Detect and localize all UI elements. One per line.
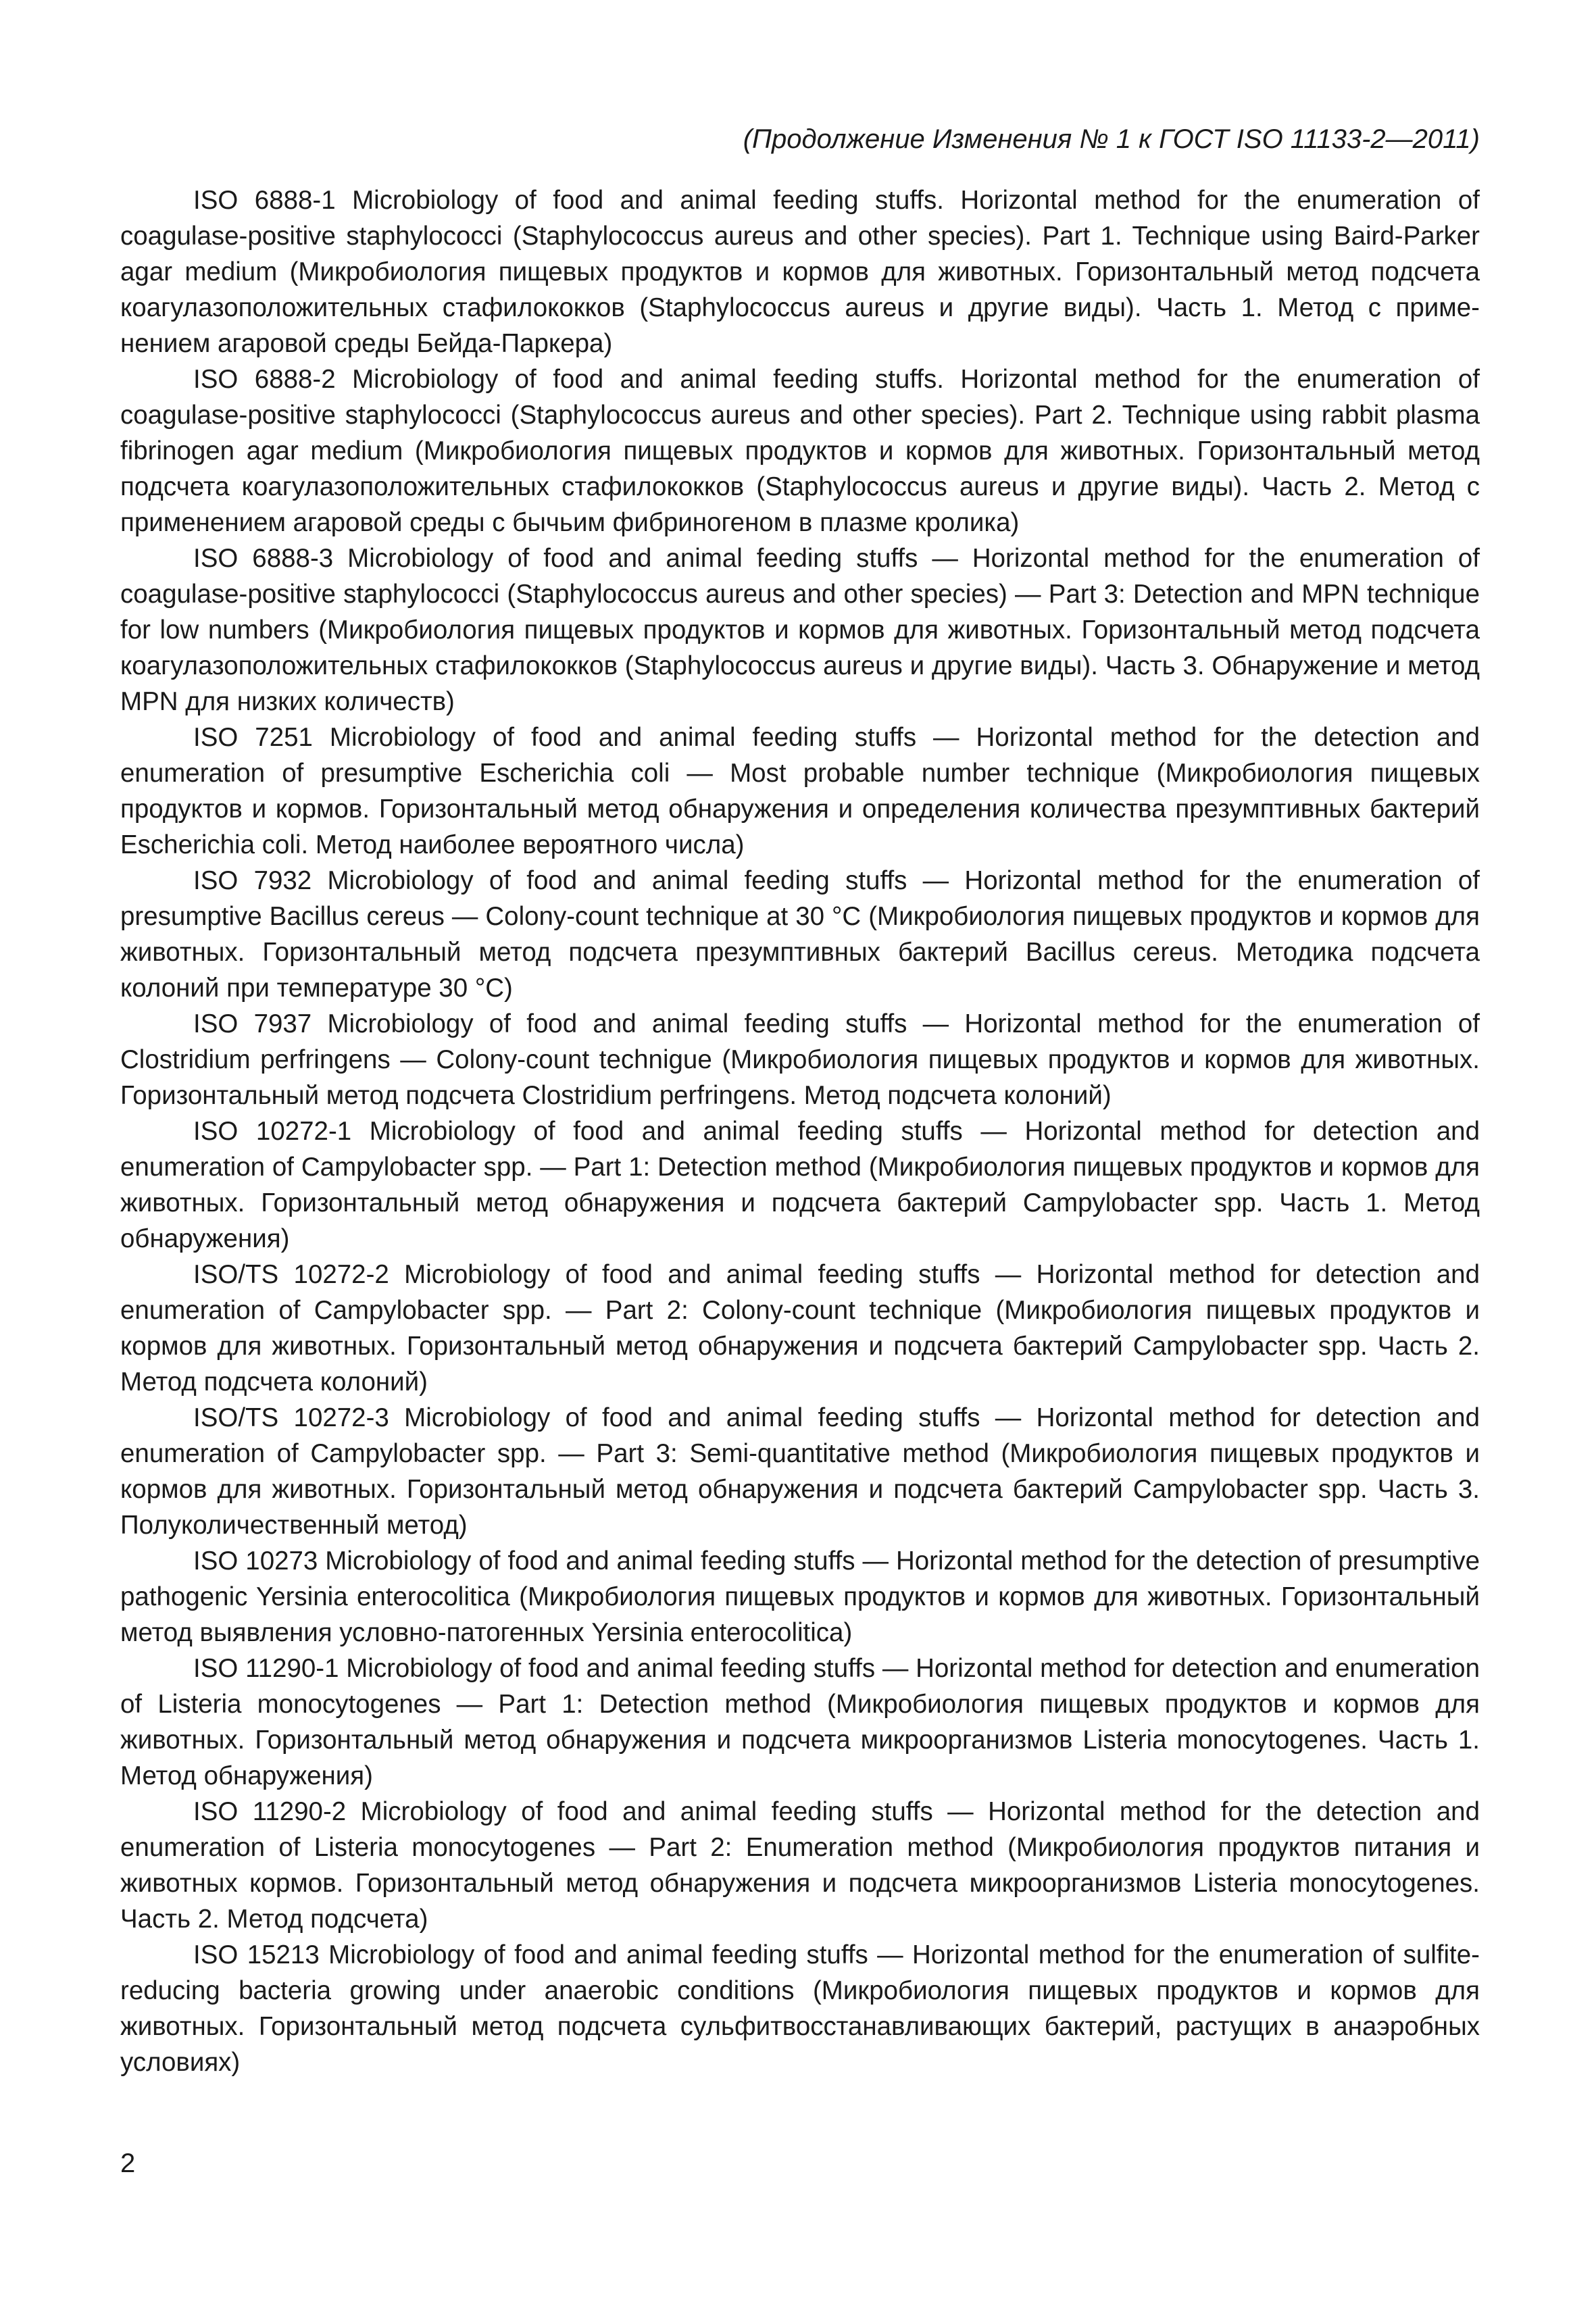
reference-entry-iso-7251: ISO 7251 Microbiology of food and animal feeding stuffs — Horizontal method for the detection and enumeration of presumptive Escherichia coli — Most probable number technique (Микробиология пищевых продуктов и кормов. Горизонтальный метод обнаружения и определения количества презумптивных бактерий Escherichia coli. Метод наиболее вероятного числа) xyxy=(120,723,1480,859)
reference-list xyxy=(120,182,1480,2080)
page-number: 2 xyxy=(120,2148,136,2178)
reference-entry-iso-10272-1: ISO 10272-1 Microbiology of food and animal feeding stuffs — Horizontal method for detection and enumeration of Campylobacter spp. — Part 1: Detection method (Микробиология пищевых продуктов и кормов для животных. Горизонтальный метод обнаружения и подсчета бактерий Campylobacter spp. Часть 1. Метод обнаружения) xyxy=(120,1117,1480,1253)
reference-entry-iso-6888-2: ISO 6888-2 Microbiology of food and animal feeding stuffs. Horizontal method for the enumeration of coagulase-positive staphylococci (Staphylococcus aureus and other species). Part 2. Technique using rabbit plasma fibrinogen agar medium (Микробиология пищевых продуктов и кормов для животных. Горизонтальный метод подсчета коагулазоположительных стафилококков (Staphylococcus aureus и другие виды). Часть 2. Метод с применением агаровой среды с бычьим фибриногеном в плазме кролика) xyxy=(120,365,1480,537)
reference-entry-iso-ts-10272-2: ISO/TS 10272-2 Microbiology of food and animal feeding stuffs — Horizontal method for detection and enumeration of Campylobacter spp. — Part 2: Colony-count technique (Микробиология пищевых продуктов и кормов для животных. Горизонтальный метод обнаружения и подсчета бактерий Campylobacter spp. Часть 2. Метод подсчета колоний) xyxy=(120,1260,1480,1397)
reference-entry-iso-15213: ISO 15213 Microbiology of food and animal feeding stuffs — Horizontal method for the enumeration of sulfite-reducing bacteria growing under anaerobic conditions (Микробиология пищевых продуктов и кормов для животных. Горизонтальный метод подсчета сульфитвосстанавливающих бактерий, растущих в анаэробных условиях) xyxy=(120,1940,1480,2077)
reference-entry-iso-6888-1: ISO 6888-1 Microbiology of food and animal feeding stuffs. Horizontal method for the enumeration of coagulase-positive staphylococci (Staphylococcus aureus and other species). Part 1. Technique using Baird-Parker agar medium (Микробиология пищевых продуктов и кормов для животных. Горизонтальный метод подсчета коагулазоположительных стафилококков (Staphylococcus aureus и другие виды). Часть 1. Метод с применением агаровой среды Бейда-Паркера) xyxy=(120,186,1480,358)
reference-entry-iso-11290-2: ISO 11290-2 Microbiology of food and animal feeding stuffs — Horizontal method for the detection and enumeration of Listeria monocytogenes — Part 2: Enumeration method (Микробиология продуктов питания и животных кормов. Горизонтальный метод обнаружения и подсчета микроорганизмов Listeria monocytogenes. Часть 2. Метод подсчета) xyxy=(120,1797,1480,1934)
reference-entry-iso-7932: ISO 7932 Microbiology of food and animal feeding stuffs — Horizontal method for the enumeration of presumptive Bacillus cereus — Colony-count technique at 30 °C (Микробиология пищевых продуктов и кормов для животных. Горизонтальный метод подсчета презумптивных бактерий Bacillus cereus. Методика подсчета колоний при температуре 30 °C) xyxy=(120,866,1480,1003)
reference-entry-iso-7937: ISO 7937 Microbiology of food and animal feeding stuffs — Horizontal method for the enumeration of Clostridium perfringens — Colony-count technigue (Микробиология пищевых продуктов и кормов для животных. Горизонтальный метод подсчета Clostridium perfringens. Метод подсчета колоний) xyxy=(120,1009,1480,1110)
reference-entry-iso-ts-10272-3: ISO/TS 10272-3 Microbiology of food and animal feeding stuffs — Horizontal method for detection and enumeration of Campylobacter spp. — Part 3: Semi-quantitative method (Микробиология пищевых продуктов и кормов для животных. Горизонтальный метод обнаружения и подсчета бактерий Campylobacter spp. Часть 3. Полуколичественный метод) xyxy=(120,1403,1480,1540)
reference-entry-iso-11290-1: ISO 11290-1 Microbiology of food and animal feeding stuffs — Horizontal method for detection and enumeration of Listeria monocytogenes — Part 1: Detection method (Микробиология пищевых продуктов и кормов для животных. Горизонтальный метод обнаружения и подсчета микроорганизмов Listeria monocytogenes. Часть 1. Метод обнаружения) xyxy=(120,1654,1480,1790)
reference-entry-iso-10273: ISO 10273 Microbiology of food and animal feeding stuffs — Horizontal method for the detection of presumptive pathogenic Yersinia enterocolitica (Микробиология пищевых продуктов и кормов для животных. Горизонтальный метод выявления условно-патогенных Yersinia enterocolitica) xyxy=(120,1546,1480,1647)
reference-entry-iso-6888-3: ISO 6888-3 Microbiology of food and animal feeding stuffs — Horizontal method for the enumeration of coagulase-positive staphylococci (Staphylococcus aureus and other species) — Part 3: Detection and MPN technique for low numbers (Микробиология пищевых продуктов и кормов для животных. Горизонтальный метод подсчета коагулазоположительных стафилококков (Staphylococcus aureus и другие виды). Часть 3. Обнаружение и метод MPN для низких количеств) xyxy=(120,544,1480,716)
running-header: (Продолжение Изменения № 1 к ГОСТ ISO 11133-2—2011) xyxy=(743,124,1480,154)
